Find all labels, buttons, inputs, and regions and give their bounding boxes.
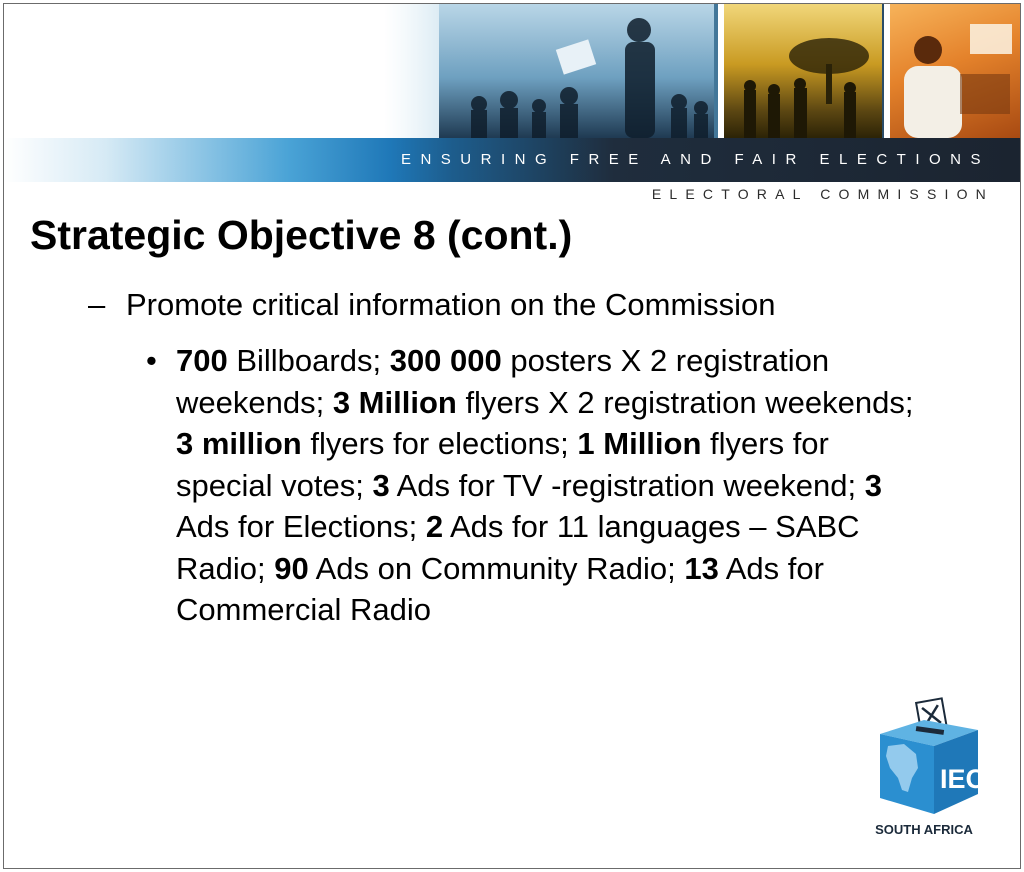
bullet-description: Ads on Community Radio; xyxy=(308,550,685,586)
bullet-figure: 13 xyxy=(684,550,719,586)
ballot-box-icon xyxy=(864,694,984,822)
bullet-figure: 90 xyxy=(274,550,309,586)
bullet-figure: 2 xyxy=(425,509,444,544)
banner-photo-strip xyxy=(384,4,1020,138)
logo-caption: SOUTH AFRICA xyxy=(875,822,973,837)
bullet-figure: 3 xyxy=(372,467,390,503)
bullet-description: flyers for special votes; xyxy=(176,426,829,503)
official-at-work-photo xyxy=(890,4,1020,138)
bullet-figure: 3 million xyxy=(176,426,302,461)
header-banner xyxy=(4,4,1020,202)
organisation-name: ELECTORAL COMMISSION xyxy=(651,186,994,202)
bullet-description: posters X 2 registration weekends; xyxy=(176,343,830,420)
bullet-figure: 700 xyxy=(176,343,228,378)
level2-bullet xyxy=(146,340,926,631)
bullet-text xyxy=(176,340,926,631)
bullet-description: Ads for Commercial Radio xyxy=(176,550,824,627)
bullet-description: flyers for elections; xyxy=(301,426,578,461)
bullet-figure: 3 xyxy=(864,467,882,503)
dash-marker: – xyxy=(88,287,106,322)
bullet-description: flyers X 2 registration weekends; xyxy=(456,384,914,420)
bullet-description: Ads for TV -registration weekend; xyxy=(389,467,865,503)
level1-item xyxy=(88,287,776,323)
level1-text: Promote critical information on the Commission xyxy=(126,287,776,322)
slide-title: Strategic Objective 8 (cont.) xyxy=(30,212,573,258)
bullet-marker: • xyxy=(146,343,157,378)
bullet-description: Ads for 11 languages – SABC Radio; xyxy=(176,509,860,586)
bullet-description: Billboards; xyxy=(227,343,390,378)
bullet-figure: 3 Million xyxy=(332,384,457,420)
bullet-figure: 300 000 xyxy=(389,343,502,378)
voters-crowd-photo xyxy=(439,4,714,138)
slide xyxy=(3,3,1021,869)
header-tagline: ENSURING FREE AND FAIR ELECTIONS xyxy=(400,151,990,168)
logo-text: IEC xyxy=(940,764,984,794)
street-scene-photo xyxy=(724,4,882,138)
iec-logo xyxy=(864,694,984,844)
bullet-figure: 1 Million xyxy=(577,426,702,461)
bullet-description: Ads for Elections; xyxy=(176,509,426,544)
